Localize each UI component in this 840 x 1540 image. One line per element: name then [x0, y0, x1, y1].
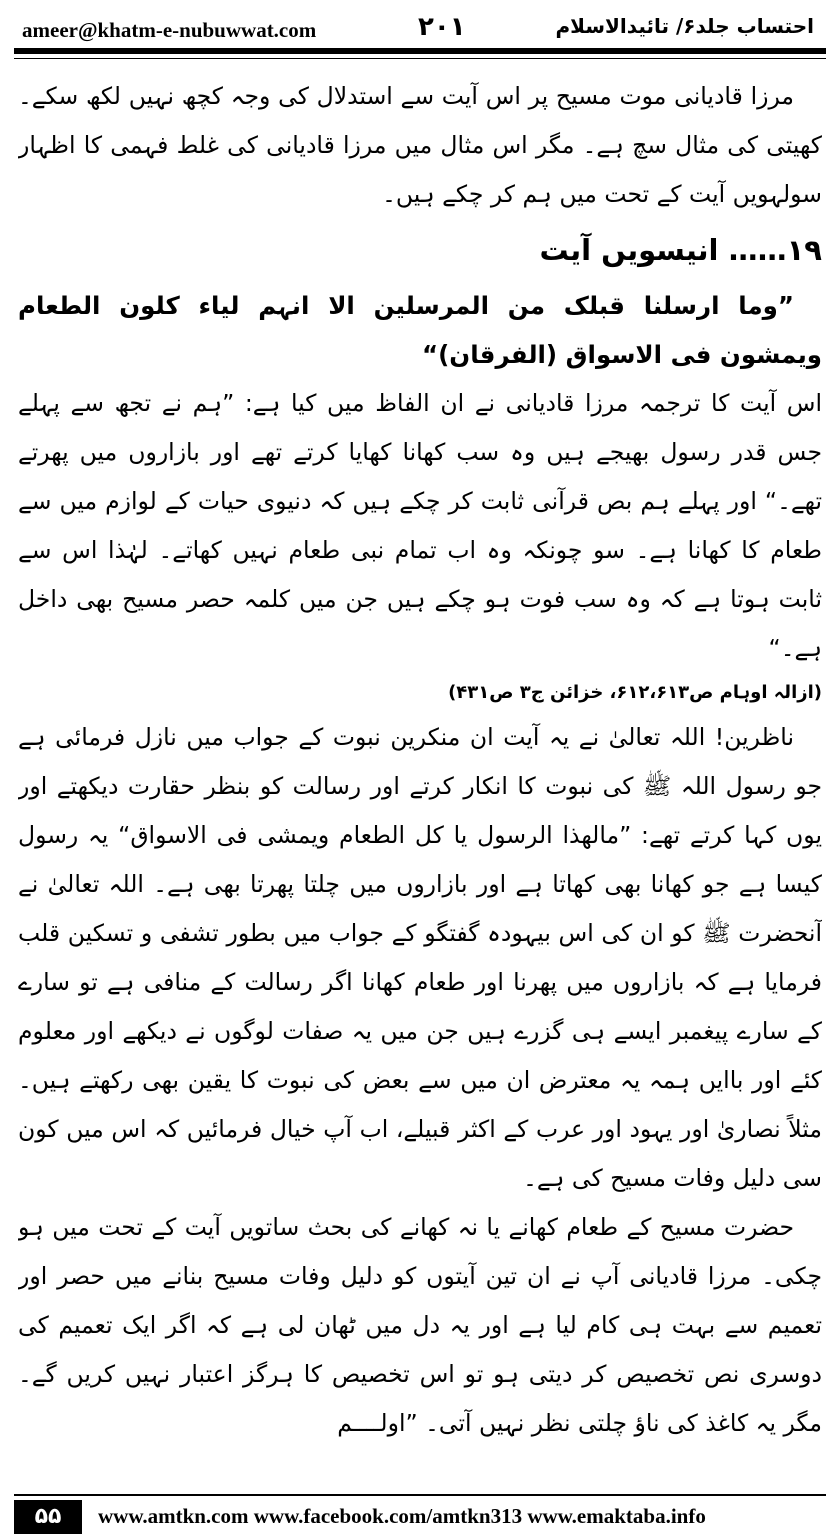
- header-rule-thin: [14, 58, 826, 59]
- reference-citation: (ازالہ اوہام ص۶۱۲،۶۱۳، خزائن ج۳ ص۴۳۱): [448, 682, 822, 703]
- paragraph-2: اس آیت کا ترجمہ مرزا قادیانی نے ان الفاظ میں کیا ہے: ”ہم نے تجھ سے پہلے جس قدر رسول بھیجے ہیں وہ سب کھانا کھایا کرتے تھے اور بازاروں میں پھرتے تھے۔“ اور پہلے ہم بص قرآنی ثابت کر چکے ہیں کہ دنیوی حیات کے لوازم میں سے طعام کا کھانا ہے۔ سو چونکہ وہ اب تمام نبی طعام نہیں کھاتے۔ لہٰذا اس سے ثابت ہوتا ہے کہ وہ سب فوت ہو چکے ہیں جن میں کلمہ حصر مسیح بھی داخل ہے۔“: [18, 389, 822, 662]
- page-footer: [14, 1500, 826, 1534]
- paragraph-1: مرزا قادیانی موت مسیح پر اس آیت سے استدلال کی وجہ کچھ نہیں لکھ سکے۔ کھیتی کی مثال سچ ہے۔ مگر اس مثال میں مرزا قادیانی کی غلط فہمی کا اظہار سولہویں آیت کے تحت میں ہم کر چکے ہیں۔: [18, 82, 822, 208]
- paragraph-3: ناظرین! اللہ تعالیٰ نے یہ آیت ان منکرین نبوت کے جواب میں نازل فرمائی ہے جو رسول اللہ ﷺ کی نبوت کا انکار کرتے اور رسالت کو بنظر حقارت دیکھتے اور یوں کہا کرتے تھے: ”مالھذا الرسول یا کل الطعام ویمشی فی الاسواق“ یہ رسول کیسا ہے جو کھانا بھی کھاتا ہے اور بازاروں میں چلتا پھرتا بھی ہے۔ اللہ تعالیٰ نے آنحضرت ﷺ کو ان کی اس بیہودہ گفتگو کے جواب میں بطور تشفی و تسکین قلب فرمایا ہے کہ بازاروں میں پھرنا اور طعام کھانا اگر رسالت کے منافی ہے تو سارے کے سارے پیغمبر ایسے ہی گزرے ہیں جن میں یہ صفات لوگوں نے دیکھے اور معلوم کئے اور باایں ہمہ یہ معترض ان میں سے بعض کی نبوت کا یقین بھی رکھتے ہیں۔ مثلاً نصاریٰ اور یہود اور عرب کے اکثر قبیلے، اب آپ خیال فرمائیں کہ اس میں کون سی دلیل وفات مسیح کی ہے۔: [18, 723, 822, 1192]
- section-heading: ۱۹…… انیسویں آیت: [539, 233, 822, 267]
- page-content: [18, 72, 822, 1492]
- page-header: [14, 10, 824, 44]
- header-email: ameer@khatm-e-nubuwwat.com: [22, 18, 317, 42]
- verse-arabic: ”وما ارسلنا قبلک من المرسلین الا انہم لیاء کلون الطعام ویمشون فی الاسواق (الفرقان)“: [18, 291, 822, 369]
- header-rule-thick: [14, 48, 826, 54]
- footer-page-box: ۵۵: [14, 1500, 82, 1534]
- paragraph-4: حضرت مسیح کے طعام کھانے یا نہ کھانے کی بحث ساتویں آیت کے تحت میں ہو چکی۔ مرزا قادیانی آپ نے ان تین آیتوں کو دلیل وفات مسیح بنانے میں حصر اور تعمیم سے بہت ہی کام لیا ہے اور یہ دل میں ٹھان لی ہے کہ اگر ایک تعمیم کی دوسری نص تخصیص کر دیتی ہو تو اس تخصیص کا ہرگز اعتبار نہیں کریں گے۔ مگر یہ کاغذ کی ناؤ چلتی نظر نہیں آتی۔ ”اولــــم: [18, 1213, 822, 1437]
- footer-rule: [14, 1494, 826, 1496]
- header-book-title: احتساب جلد۶/ تائیدالاسلام: [555, 14, 814, 38]
- header-page-number: ۲۰۱: [418, 12, 466, 42]
- footer-links: www.amtkn.com www.facebook.com/amtkn313 www.emaktaba.info: [98, 1504, 706, 1528]
